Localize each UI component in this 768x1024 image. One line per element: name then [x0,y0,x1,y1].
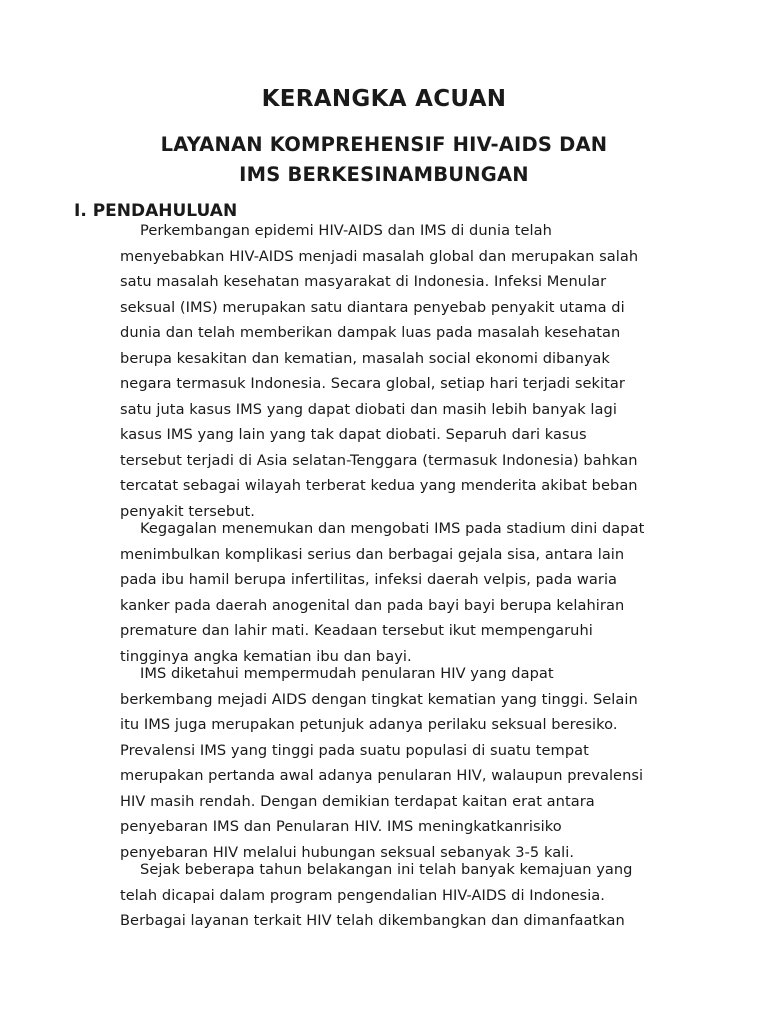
document-title: KERANGKA ACUAN [261,86,507,112]
paragraph-line: menyebabkan HIV-AIDS menjadi masalah global dan merupakan salah [120,247,639,265]
paragraph-4 [120,857,680,934]
paragraph-line: menimbulkan komplikasi serius dan berbagai gejala sisa, antara lain [120,545,625,563]
paragraph-line: Berbagai layanan terkait HIV telah dikembangkan dan dimanfaatkan [120,912,625,929]
paragraph-line: tingginya angka kematian ibu dan bayi. [120,647,412,665]
document-subtitle [0,130,768,190]
paragraph-line: berkembang mejadi AIDS dengan tingkat kematian yang tinggi. Selain [120,690,638,708]
paragraph-line: seksual (IMS) merupakan satu diantara penyebab penyakit utama di [120,298,625,316]
paragraph-line: Sejak beberapa tahun belakangan ini telah banyak kemajuan yang [140,861,633,878]
paragraph-line: merupakan pertanda awal adanya penularan HIV, walaupun prevalensi [120,767,644,784]
paragraph-line: berupa kesakitan dan kematian, masalah social ekonomi dibanyak [120,349,610,367]
paragraph-line: IMS diketahui mempermudah penularan HIV yang dapat [140,665,554,682]
paragraph-1 [120,218,680,524]
paragraph-line: HIV masih rendah. Dengan demikian terdapat kaitan erat antara [120,792,595,810]
paragraph-line: tercatat sebagai wilayah terberat kedua yang menderita akibat beban [120,477,638,494]
paragraph-line: Prevalensi IMS yang tinggi pada suatu populasi di suatu tempat [120,741,589,759]
section-heading: I. PENDAHULUAN [74,201,238,221]
paragraph-line: penyakit tersebut. [120,502,255,520]
paragraph-line: premature dan lahir mati. Keadaan tersebut ikut mempengaruhi [120,622,593,639]
paragraph-line: penyebaran HIV melalui hubungan seksual sebanyak 3-5 kali. [120,843,575,861]
subtitle-line: IMS BERKESINAMBUNGAN [239,163,529,186]
paragraph-line: satu masalah kesehatan masyarakat di Indonesia. Infeksi Menular [120,273,607,290]
paragraph-2 [120,516,680,669]
paragraph-line: Kegagalan menemukan dan mengobati IMS pada stadium dini dapat [140,520,645,537]
paragraph-line: kasus IMS yang lain yang tak dapat diobati. Separuh dari kasus [120,426,587,443]
paragraph-line: itu IMS juga merupakan petunjuk adanya perilaku seksual beresiko. [120,716,618,733]
paragraph-line: negara termasuk Indonesia. Secara global, setiap hari terjadi sekitar [120,375,625,392]
paragraph-line: Perkembangan epidemi HIV-AIDS dan IMS di dunia telah [140,222,552,239]
paragraph-3 [120,661,680,865]
subtitle-line: LAYANAN KOMPREHENSIF HIV-AIDS DAN [160,133,608,156]
paragraph-line: penyebaran IMS dan Penularan HIV. IMS meningkatkanrisiko [120,818,562,835]
paragraph-line: kanker pada daerah anogenital dan pada bayi bayi berupa kelahiran [120,596,625,614]
paragraph-line: tersebut terjadi di Asia selatan-Tenggara (termasuk Indonesia) bahkan [120,451,638,469]
paragraph-line: telah dicapai dalam program pengendalian HIV-AIDS di Indonesia. [120,886,605,904]
paragraph-line: dunia dan telah memberikan dampak luas pada masalah kesehatan [120,324,621,341]
paragraph-line: pada ibu hamil berupa infertilitas, infeksi daerah velpis, pada waria [120,571,618,588]
paragraph-line: satu juta kasus IMS yang dapat diobati dan masih lebih banyak lagi [120,400,617,418]
